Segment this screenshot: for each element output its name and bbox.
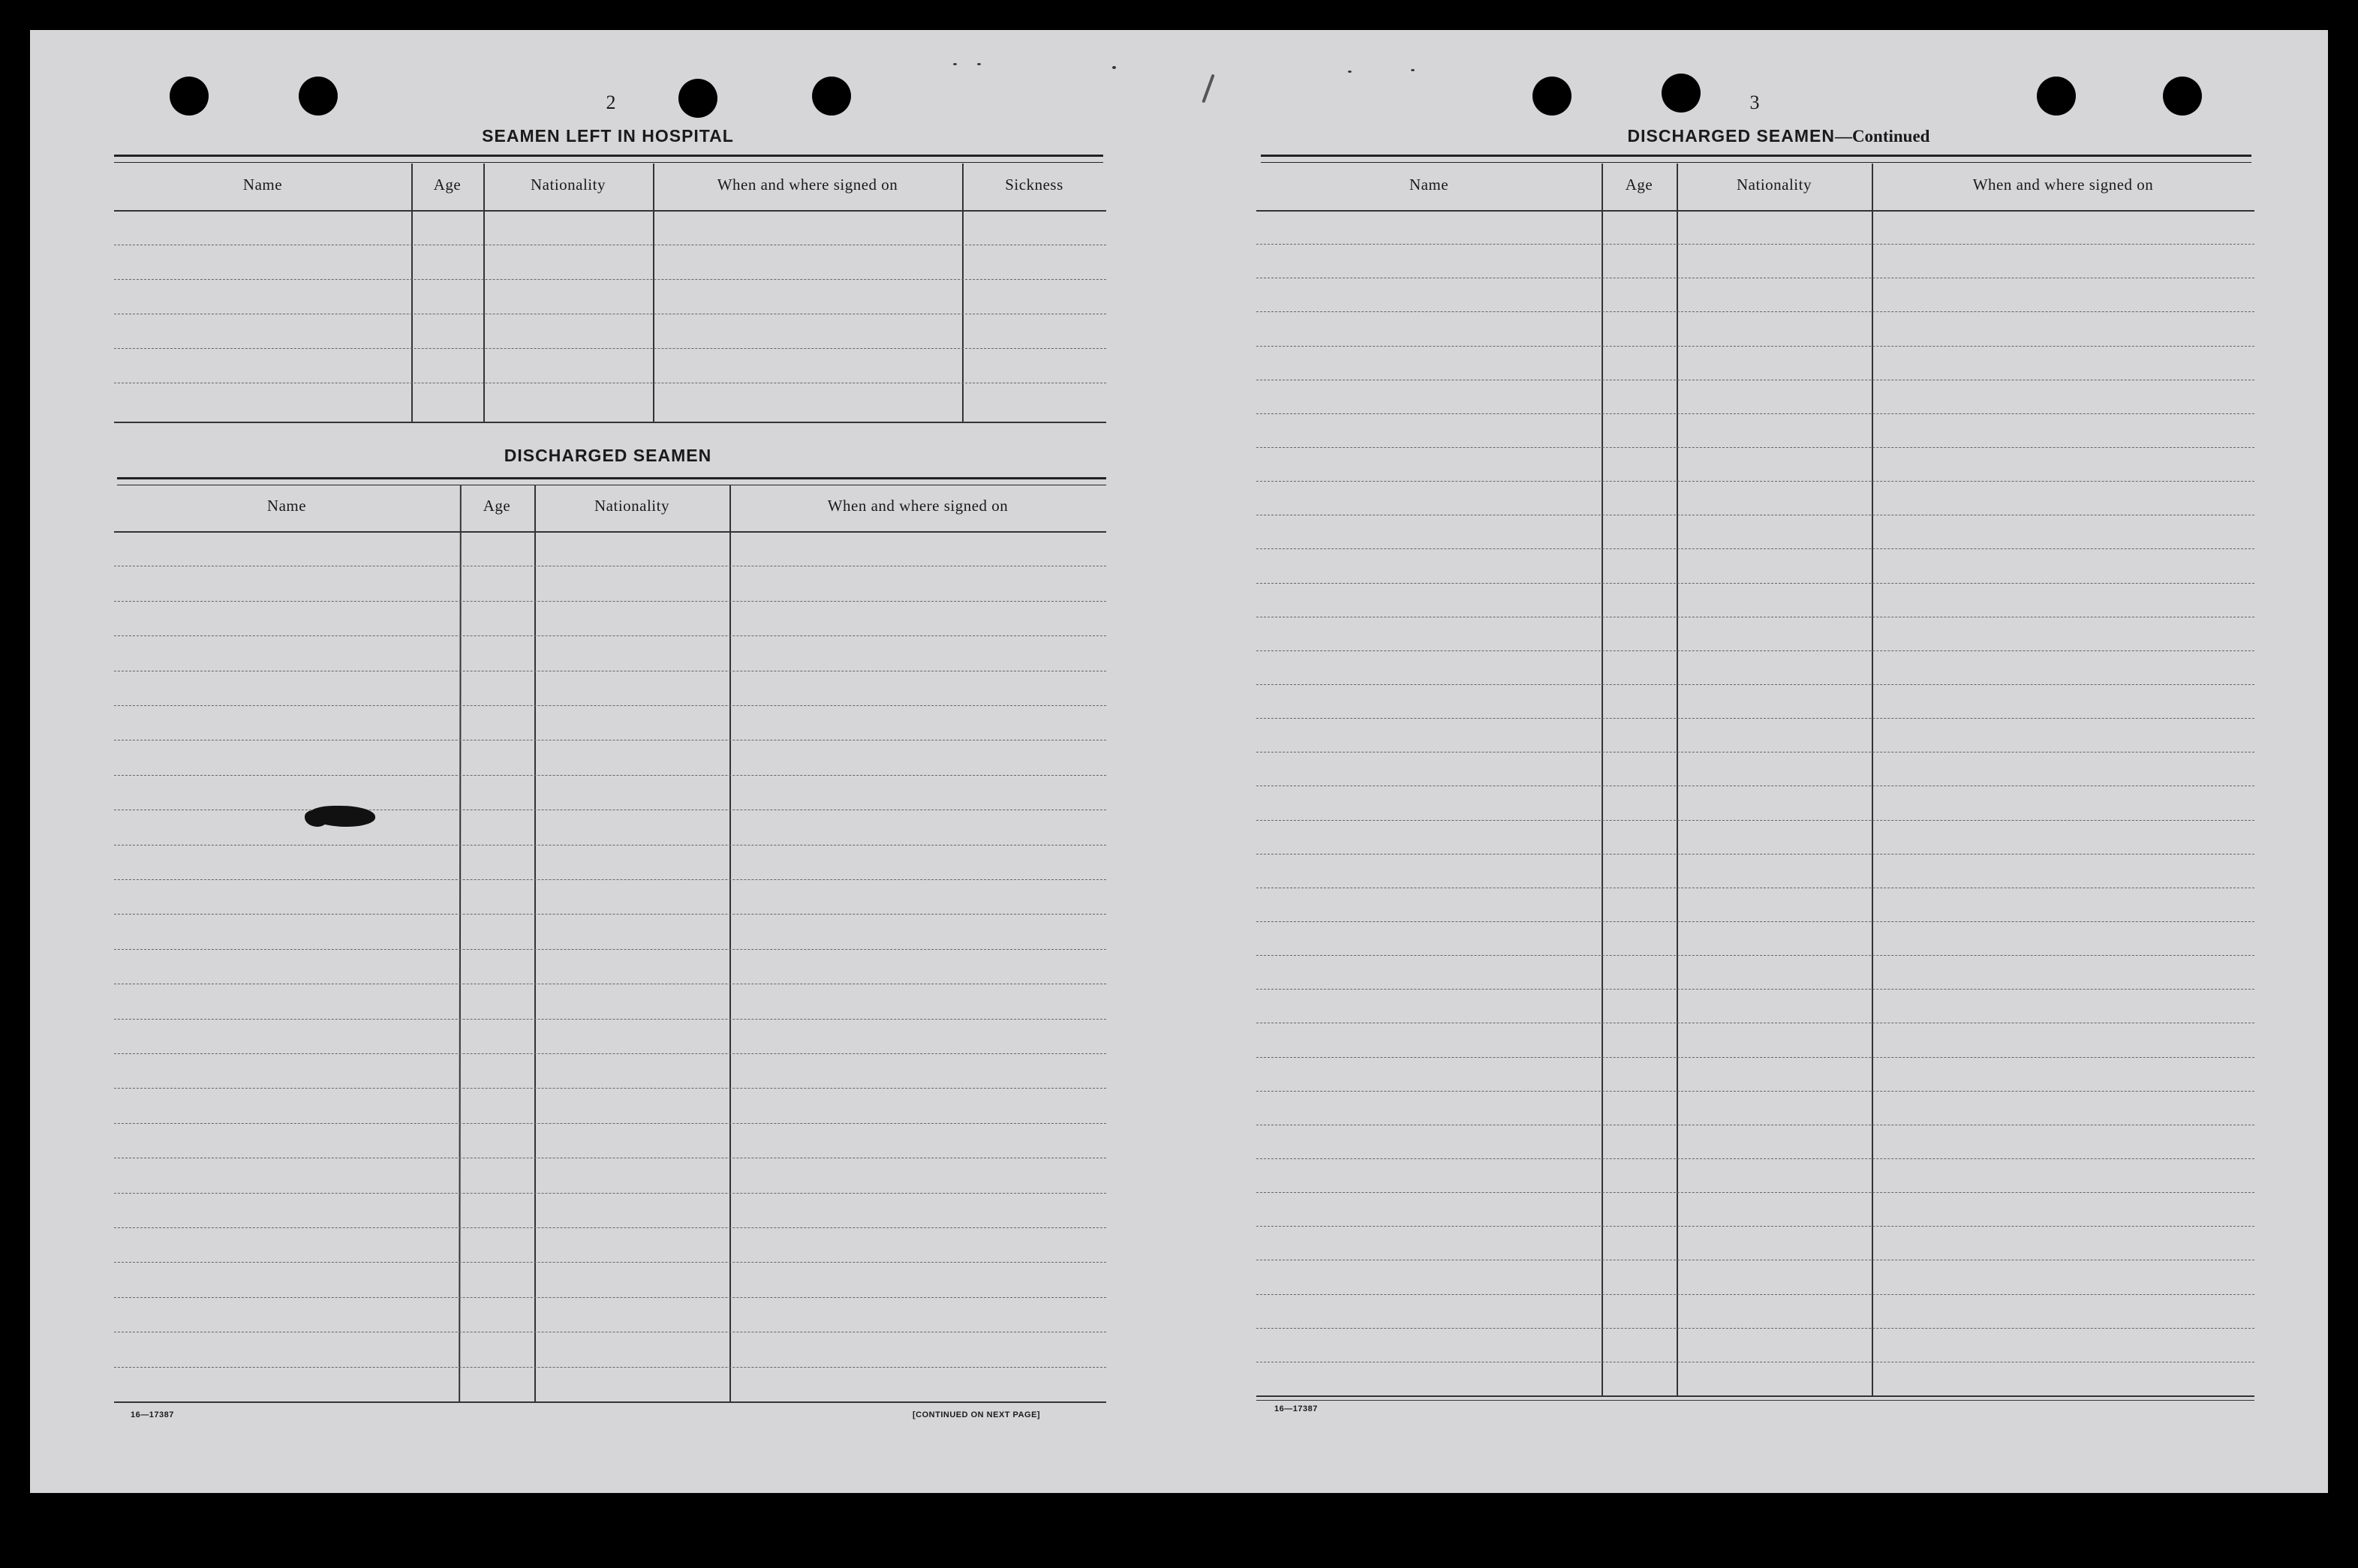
column-divider	[411, 164, 413, 423]
row-line	[114, 1262, 1106, 1263]
header-rule	[114, 210, 1106, 212]
row-line	[114, 635, 1106, 636]
row-line	[114, 279, 1106, 280]
column-header-signed-on: When and where signed on	[1972, 176, 2154, 194]
row-line	[1256, 244, 2254, 245]
speck	[953, 63, 957, 65]
table-bottom-rule	[1256, 1400, 2254, 1401]
row-line	[1256, 1091, 2254, 1092]
column-header-name: Name	[1409, 176, 1449, 194]
column-header-age: Age	[483, 497, 511, 515]
row-line	[114, 1367, 1106, 1368]
punch-hole	[170, 77, 209, 116]
double-rule	[1261, 155, 2251, 163]
row-line	[1256, 989, 2254, 990]
row-line	[114, 1053, 1106, 1054]
page-number: 3	[1749, 92, 1760, 113]
row-line	[114, 1019, 1106, 1020]
punch-hole	[678, 79, 717, 118]
form-number: 16—17387	[131, 1410, 174, 1419]
row-line	[1256, 1328, 2254, 1329]
column-header-age: Age	[1625, 176, 1653, 194]
column-divider	[1677, 164, 1678, 1397]
column-divider	[1602, 164, 1603, 1397]
row-line	[114, 879, 1106, 880]
speck	[1348, 71, 1352, 73]
column-divider	[729, 485, 731, 1401]
row-line	[1256, 1294, 2254, 1295]
punch-hole	[2037, 77, 2076, 116]
discharged-continued-table	[1256, 164, 2254, 1431]
table-bottom-rule	[114, 422, 1106, 423]
row-line	[1256, 955, 2254, 956]
row-line	[114, 845, 1106, 846]
form-number: 16—17387	[1274, 1404, 1318, 1413]
section-heading	[1501, 126, 2056, 146]
column-header-nationality: Nationality	[594, 497, 669, 515]
row-line	[1256, 447, 2254, 448]
row-line	[1256, 820, 2254, 821]
row-line	[1256, 718, 2254, 719]
continued-note: [CONTINUED ON NEXT PAGE]	[913, 1410, 1041, 1419]
table-bottom-rule	[1256, 1395, 2254, 1397]
row-line	[114, 601, 1106, 602]
column-header-name: Name	[266, 497, 307, 515]
speck	[977, 63, 981, 65]
punch-hole	[1662, 74, 1701, 113]
row-line	[114, 1297, 1106, 1298]
heading-suffix: —Continued	[1834, 127, 1930, 146]
discharged-table	[114, 485, 1106, 1430]
punch-hole	[299, 77, 338, 116]
heading-main: DISCHARGED SEAMEN	[1627, 126, 1835, 146]
row-line	[1256, 548, 2254, 549]
column-header-nationality: Nationality	[1737, 176, 1812, 194]
document-sheet	[30, 30, 2328, 1493]
row-line	[114, 1088, 1106, 1089]
column-header-nationality: Nationality	[531, 176, 606, 194]
punch-hole	[1532, 77, 1571, 116]
punch-hole	[2163, 77, 2202, 116]
column-divider	[962, 164, 964, 423]
row-line	[114, 1193, 1106, 1194]
row-line	[1256, 1226, 2254, 1227]
column-header-signed-on: When and where signed on	[717, 176, 898, 194]
punch-hole	[812, 77, 851, 116]
column-header-sickness: Sickness	[1005, 176, 1063, 194]
row-line	[114, 1227, 1106, 1228]
section-heading: DISCHARGED SEAMEN	[504, 446, 712, 465]
row-line	[1256, 650, 2254, 651]
table-bottom-rule	[114, 1401, 1106, 1403]
row-line	[114, 1123, 1106, 1124]
speck	[1112, 66, 1116, 69]
row-line	[114, 949, 1106, 950]
row-line	[114, 348, 1106, 349]
row-line	[1256, 854, 2254, 855]
row-line	[1256, 1057, 2254, 1058]
row-line	[114, 775, 1106, 776]
column-divider	[653, 164, 654, 423]
column-header-age: Age	[433, 176, 462, 194]
speck	[1411, 69, 1415, 71]
row-line	[1256, 684, 2254, 685]
column-divider	[1872, 164, 1873, 1397]
row-line	[1256, 921, 2254, 922]
page-number: 2	[606, 92, 616, 113]
row-line	[114, 914, 1106, 915]
row-line	[1256, 346, 2254, 347]
row-line	[1256, 1192, 2254, 1193]
row-line	[114, 705, 1106, 706]
double-rule	[114, 155, 1103, 163]
hospital-table	[114, 164, 1106, 434]
column-divider	[534, 485, 536, 1401]
section-heading: SEAMEN LEFT IN HOSPITAL	[482, 126, 734, 146]
row-line	[1256, 481, 2254, 482]
header-rule	[114, 531, 1106, 533]
row-line	[1256, 1158, 2254, 1159]
column-divider	[483, 164, 485, 423]
row-line	[1256, 311, 2254, 312]
column-header-name: Name	[242, 176, 283, 194]
header-rule	[1256, 210, 2254, 212]
row-line	[1256, 413, 2254, 414]
row-line	[1256, 583, 2254, 584]
column-divider	[459, 485, 462, 1401]
speck	[1202, 74, 1214, 104]
column-header-signed-on: When and where signed on	[827, 497, 1009, 515]
